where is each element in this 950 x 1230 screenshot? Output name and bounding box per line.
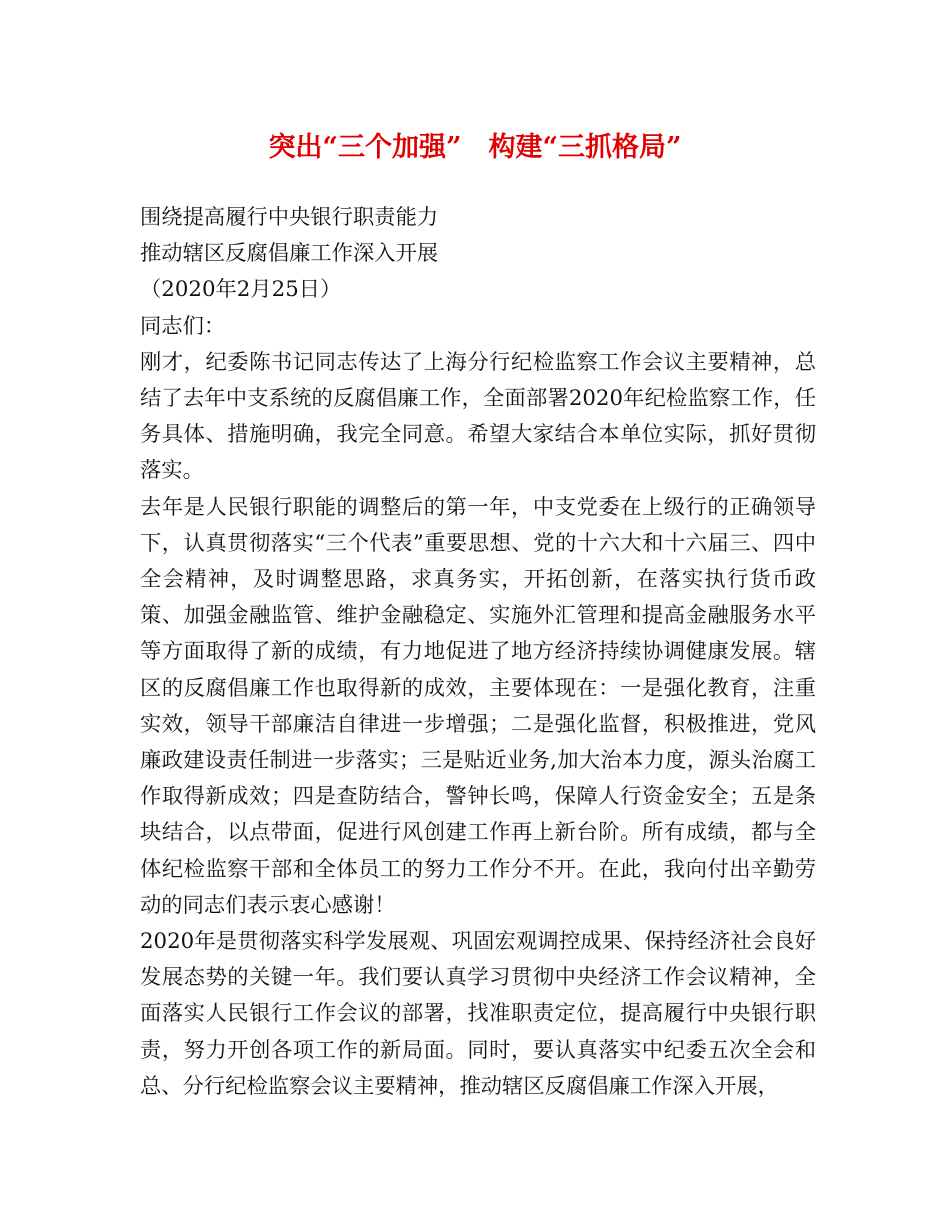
document-title: 突出“三个加强” 构建“三抓格局” <box>268 132 682 163</box>
salutation: 同志们： <box>140 313 226 339</box>
document-body <box>140 200 816 1105</box>
paragraph-2: 去年是人民银行职能的调整后的第一年，中支党委在上级行的正确领导下，认真贯彻落实“三个代表”重要思想、党的十六大和十六届三、四中全会精神，及时调整思路，求真务实，开拓创新，在落实执行货币政策、加强金融监管、维护金融稳定、实施外汇管理和提高金融服务水平等方面取得了新的成绩，有力地促进了地方经济持续协调健康发展。辖区的反腐倡廉工作也取得新的成效，主要体现在：一是强化教育，注重实效，领导干部廉洁自律进一步增强；二是强化监督，积极推进，党风廉政建设责任制进一步落实；三是贴近业务,加大治本力度，源头治腐工作取得新成效；四是查防结合，警钟长鸣，保障人行资金安全；五是条块结合，以点带面，促进行风创建工作再上新台阶。所有成绩，都与全体纪检监察干部和全体员工的努力工作分不开。在此，我向付出辛勤劳动的同志们表示衷心感谢！ <box>140 494 816 918</box>
speech-date: （2020年2月25日） <box>140 277 342 303</box>
subtitle-line-2: 推动辖区反腐倡廉工作深入开展 <box>140 241 439 267</box>
paragraph-3: 2020年是贯彻落实科学发展观、巩固宏观调控成果、保持经济社会良好发展态势的关键一年。我们要认真学习贯彻中央经济工作会议精神，全面落实人民银行工作会议的部署，找准职责定位，提高履行中央银行职责，努力开创各项工作的新局面。同时，要认真落实中纪委五次全会和总、分行纪检监察会议主要精神，推动辖区反腐倡廉工作深入开展， <box>140 929 816 1099</box>
paragraph-1: 刚才，纪委陈书记同志传达了上海分行纪检监察工作会议主要精神，总结了去年中支系统的反腐倡廉工作，全面部署2020年纪检监察工作，任务具体、措施明确，我完全同意。希望大家结合本单位实际，抓好贯彻落实。 <box>140 349 816 484</box>
subtitle-line-1: 围绕提高履行中央银行职责能力 <box>140 205 439 230</box>
